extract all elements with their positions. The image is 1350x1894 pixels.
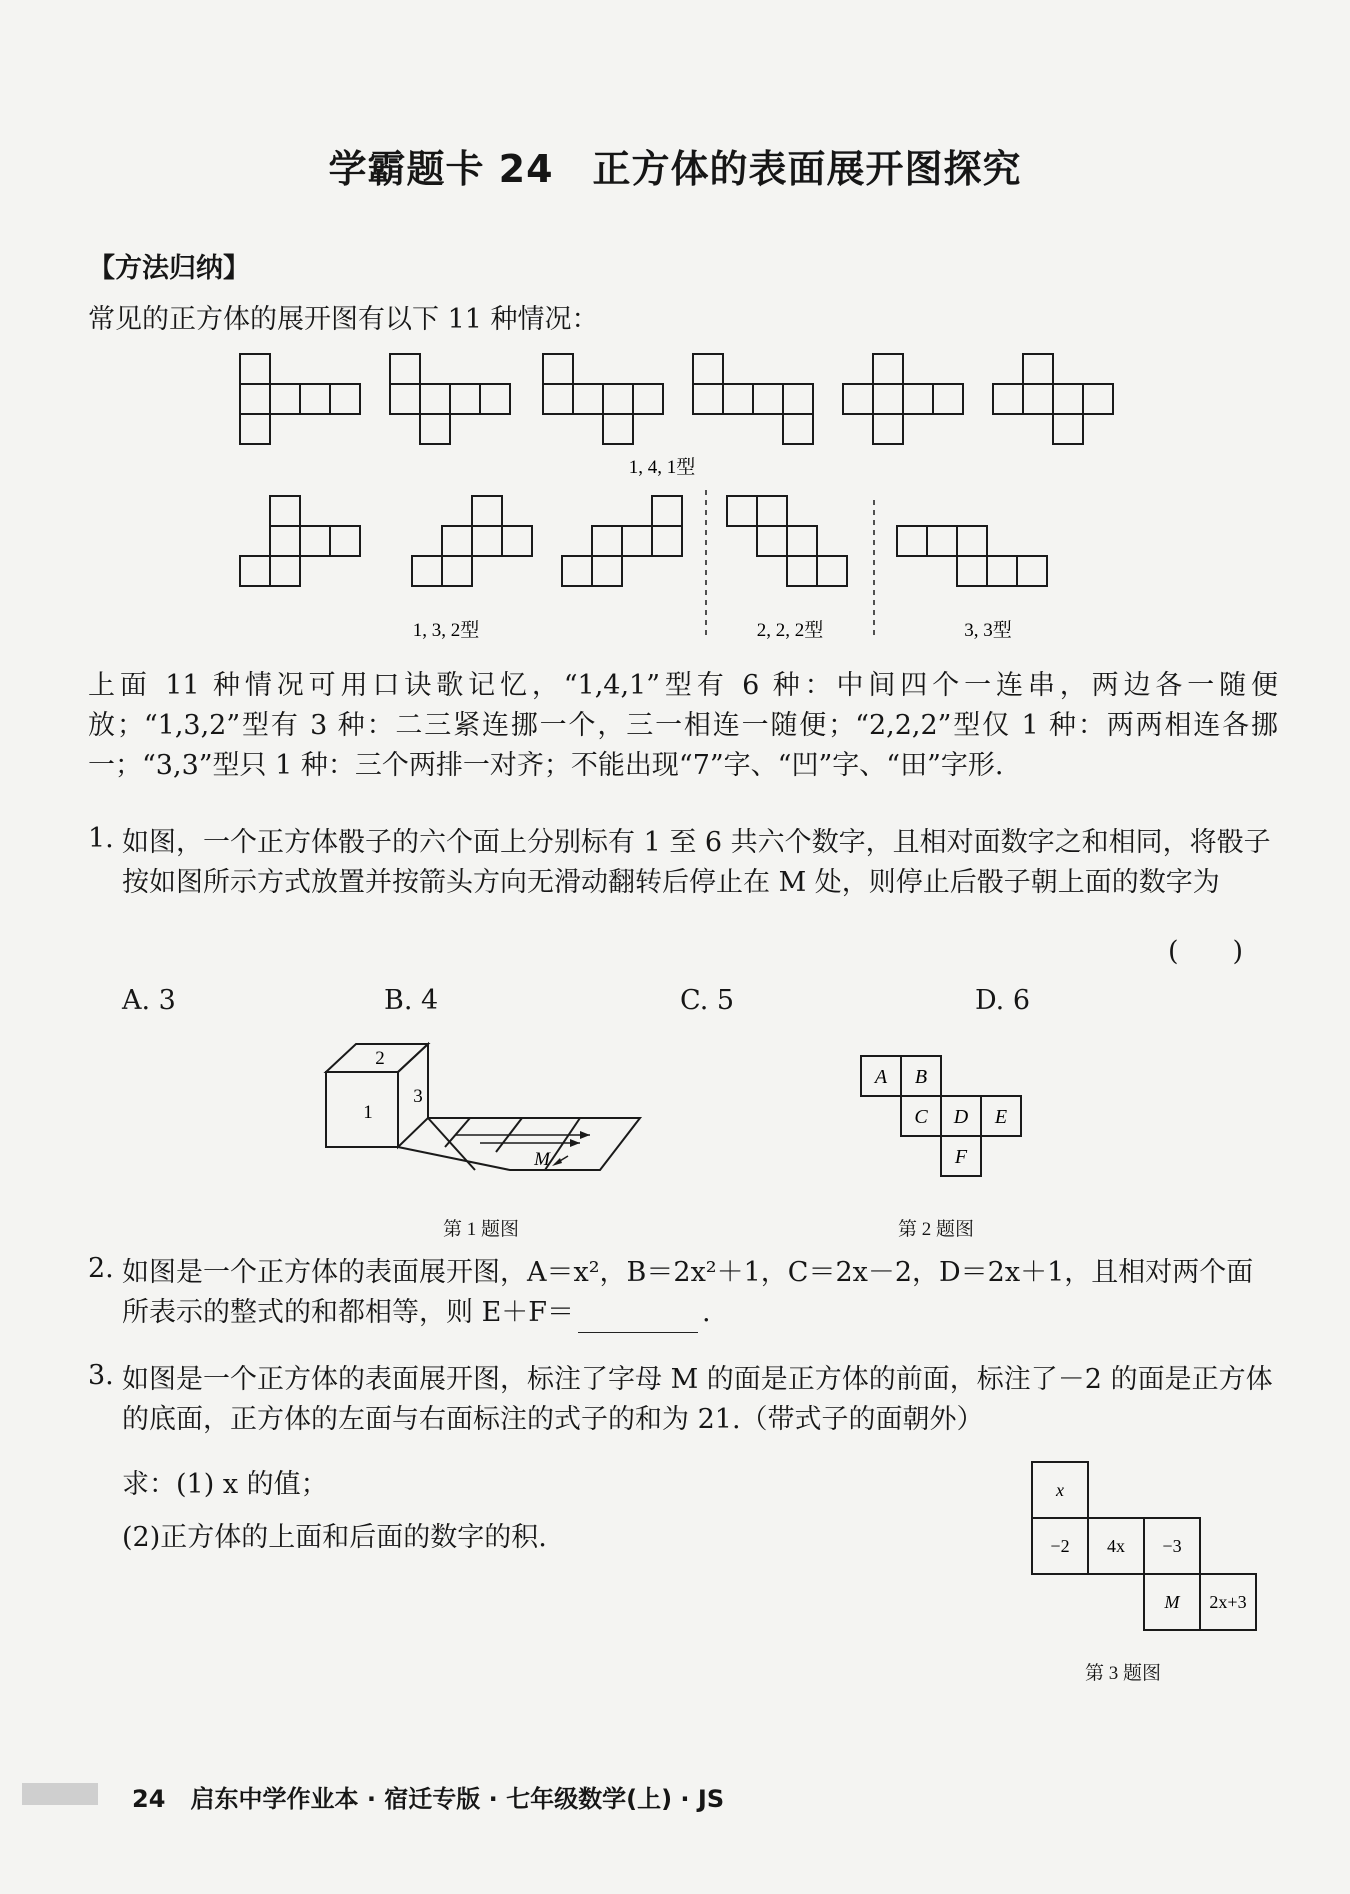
net-132-3 xyxy=(562,496,682,586)
caption-132: 1, 3, 2型 xyxy=(412,620,480,641)
net2-cell-f: F xyxy=(954,1146,968,1168)
cube-nets-figure xyxy=(0,340,1350,660)
page-title: 学霸题卡 24 正方体的表面展开图探究 xyxy=(328,147,1022,191)
net-141-6 xyxy=(993,354,1113,444)
net3-cell-neg2: −2 xyxy=(1050,1536,1070,1556)
net-132-1 xyxy=(240,496,360,586)
net3-cell-2x3: 2x+3 xyxy=(1209,1592,1247,1612)
q3-sub2: (2)正方体的上面和后面的数字的积. xyxy=(122,1522,547,1553)
q1-option-c: C. 5 xyxy=(680,985,735,1016)
caption-222: 2, 2, 2型 xyxy=(756,620,824,641)
caption-33: 3, 3型 xyxy=(964,620,1012,641)
q3-text: 如图是一个正方体的表面展开图，标注了字母 M 的面是正方体的前面，标注了－2 的面是正方体的底面，正方体的左面与右面标注的式子的和为 21.（带式子的面朝外） xyxy=(122,1364,1273,1435)
die-top-number: 2 xyxy=(375,1048,385,1069)
die-marker-m: M xyxy=(534,1149,550,1170)
q3-figure-caption: 第 3 题图 xyxy=(1085,1663,1162,1684)
net-222 xyxy=(727,496,847,586)
net-141-4 xyxy=(693,354,813,444)
net-141-1 xyxy=(240,354,360,444)
net3-cell-m: M xyxy=(1164,1592,1180,1612)
net-141-5 xyxy=(843,354,963,444)
page-number: 24 xyxy=(132,1785,166,1813)
net-132-2 xyxy=(412,496,532,586)
q1-die-figure xyxy=(300,1030,660,1190)
net2-cell-e: E xyxy=(994,1106,1008,1128)
q3-net-figure xyxy=(1030,1460,1270,1640)
q2-number: 2. xyxy=(88,1253,114,1284)
die-front-number: 1 xyxy=(363,1102,373,1123)
q3-number: 3. xyxy=(88,1360,114,1391)
q1-option-b: B. 4 xyxy=(384,985,439,1016)
q1-number: 1. xyxy=(88,823,114,854)
net3-cell-neg3: −3 xyxy=(1162,1536,1182,1556)
net2-cell-a: A xyxy=(874,1066,888,1088)
intro-text: 常见的正方体的展开图有以下 11 种情况： xyxy=(88,304,599,335)
q1-answer-paren: ( ) xyxy=(1168,936,1244,967)
q2-text-end: . xyxy=(702,1297,711,1328)
q2-text-main: 如图是一个正方体的表面展开图，A＝x²，B＝2x²＋1，C＝2x－2，D＝2x＋1，且相对两个面所表示的整式的和都相等，则 E＋F＝ xyxy=(122,1257,1254,1328)
caption-141: 1, 4, 1型 xyxy=(628,457,696,478)
die-side-number: 3 xyxy=(413,1086,423,1107)
net-33 xyxy=(897,526,1047,586)
q2-figure-caption: 第 2 题图 xyxy=(898,1219,975,1240)
net3-cell-4x: 4x xyxy=(1107,1536,1125,1556)
net2-cell-c: C xyxy=(914,1106,928,1128)
q1-option-d: D. 6 xyxy=(975,985,1031,1016)
footer xyxy=(132,1779,724,1814)
footer-bar xyxy=(22,1783,98,1805)
q1-text: 如图，一个正方体骰子的六个面上分别标有 1 至 6 共六个数字，且相对面数字之和相同，将骰子按如图所示方式放置并按箭头方向无滑动翻转后停止在 M 处，则停止后骰子朝上面的数字为 xyxy=(122,827,1271,898)
net-141-3 xyxy=(543,354,663,444)
q2-net-figure xyxy=(860,1055,1030,1185)
q2-answer-blank[interactable] xyxy=(578,1306,698,1333)
net3-cell-x: x xyxy=(1056,1480,1064,1500)
section-label: 【方法归纳】 xyxy=(88,253,250,284)
q1-figure-caption: 第 1 题图 xyxy=(443,1219,520,1240)
net-141-2 xyxy=(390,354,510,444)
q2-text xyxy=(122,1253,1278,1333)
q1-option-a: A. 3 xyxy=(122,985,176,1016)
book-title: 启东中学作业本 · 宿迁专版 · 七年级数学(上) · JS xyxy=(190,1785,725,1813)
summary-text: 上面 11 种情况可用口诀歌记忆，“1,4,1”型有 6 种：中间四个一连串，两边各一随便放；“1,3,2”型有 3 种：二三紧连挪一个，三一相连一随便；“2,2,2”型仅 1 种：两两相连各挪一；“3,3”型只 1 种：三个两排一对齐；不能出现“7”字、“凹”字、“田”字形. xyxy=(88,670,1278,781)
net2-cell-b: B xyxy=(914,1066,928,1088)
q3-sub1: 求：(1) x 的值； xyxy=(122,1469,328,1500)
net2-cell-d: D xyxy=(953,1106,969,1128)
